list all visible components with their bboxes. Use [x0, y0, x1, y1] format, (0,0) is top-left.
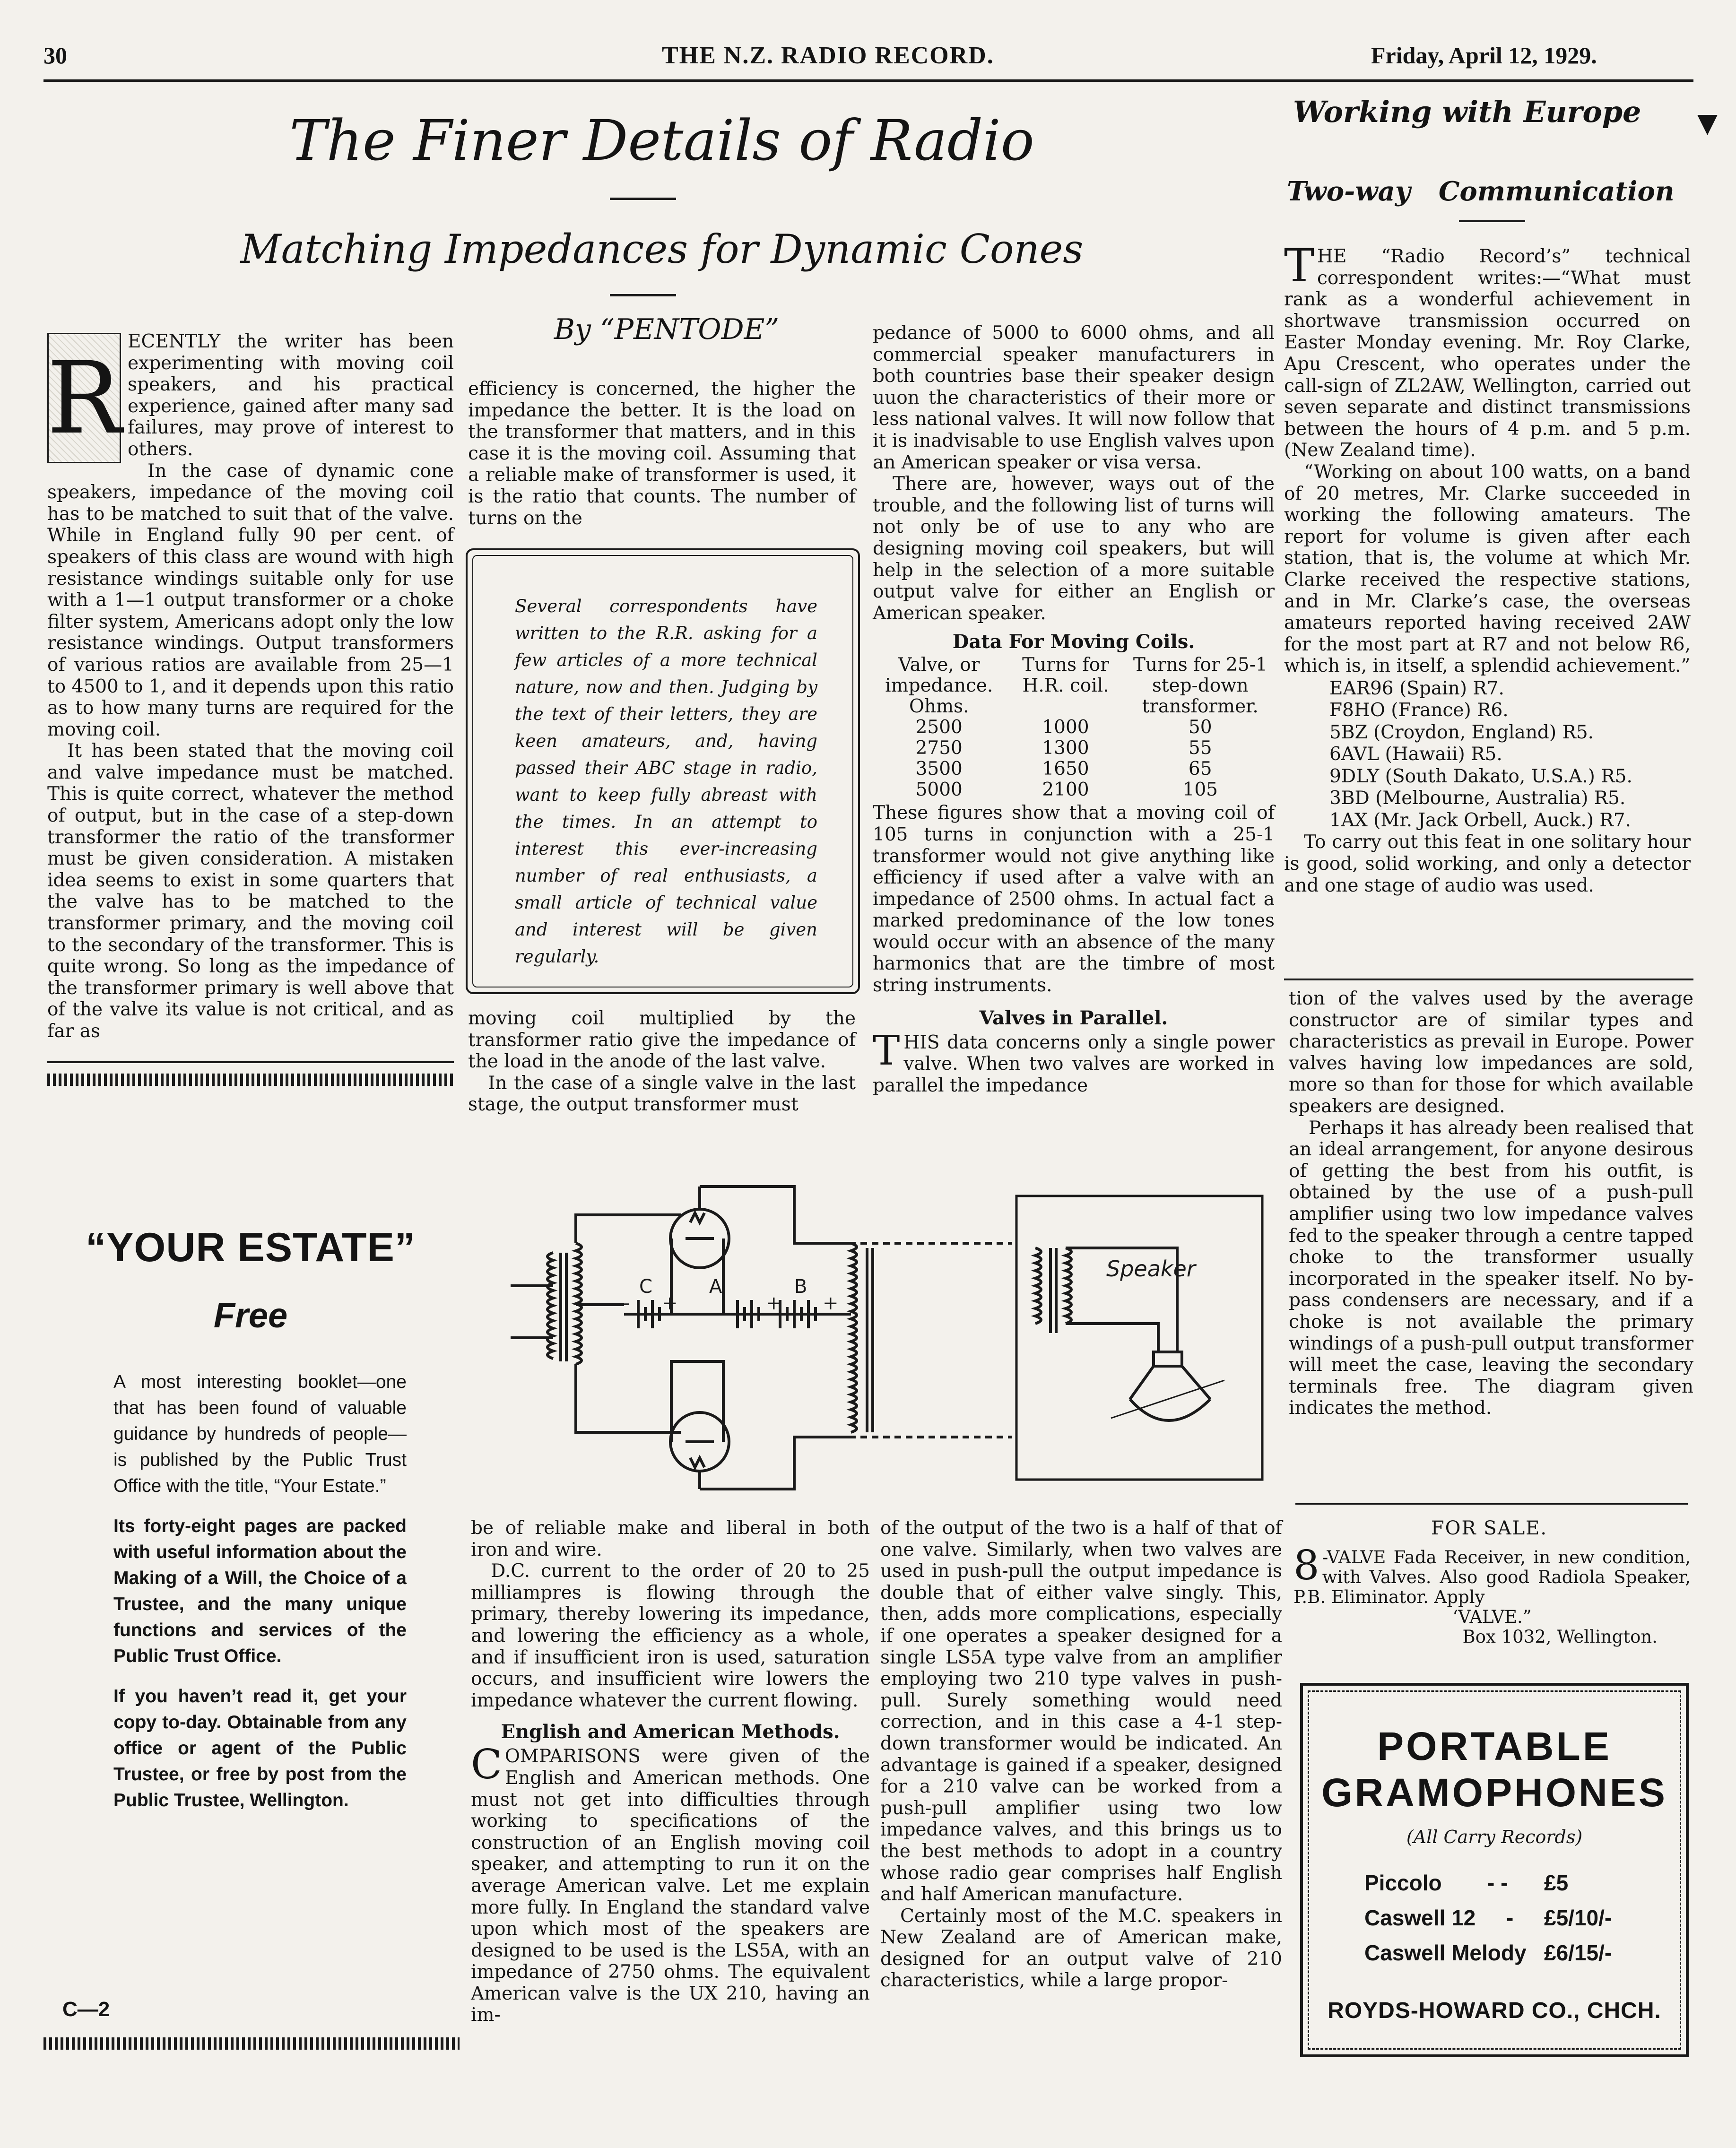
divider: [47, 1061, 454, 1063]
paragraph: A most interesting booklet—one that has been found of valuable guidance by hundreds of people—is published by the Public Trust Office with the title, “Your Estate.”: [113, 1372, 407, 1496]
list-item: Caswell 12 - £5/10/-: [1364, 1905, 1612, 1930]
lower-column-3: [880, 1517, 1282, 1992]
sidebar-body: [1284, 239, 1691, 896]
paragraph: In the case of dynamic cone speakers, impedance of the moving coil has to be matched to suit that of the valve. While in England fully 90 per cent. of speakers of this class are wound with high resistance windings suitable only for use with a 1—1 output transformer or a choke filter system, Americans adopt only the low resistance windings. Output transformers of various ratios are available from 25—1 to 4500 to 1, and it depends upon this ratio as to how many turns are required for the moving coil.: [47, 460, 454, 740]
paragraph: “Working on about 100 watts, on a band of 20 metres, Mr. Clarke succeeded in working the following amateurs. The report for volume is given after each station, that is, the volume at which Mr. Clarke received the respective stations, and in Mr. Clarke’s case, the overseas amateurs reported having received 2AW for the most part at R7 and not below R6, which is, in itself, a splendid achievement.”: [1284, 461, 1691, 677]
for-sale-name: ‘VALVE.”: [1452, 1607, 1532, 1627]
table-header: Turns for H.R. coil.: [1022, 654, 1109, 697]
list-item: 5BZ (Croydon, England) R5.: [1329, 721, 1594, 743]
gramophone-price-list: [1364, 1865, 1629, 1970]
paragraph: It has been stated that the moving coil and valve impedance must be matched. This is quite correct, whatever the method of output, but in the case of a step-down transformer the ratio of the transformer must be given consideration. A mistaken idea seems to exist in some quarters that the valve has to be matched to the transformer primary, and the moving coil to the secondary of the transformer. This is quite wrong. So long as the impedance of the transformer primary is well above that of the valve its value is not critical, and as far as: [47, 740, 454, 1042]
paragraph: HE “Radio Record’s” technical correspondent writes:—“What must rank as a wonderful achievement in shortwave transmission occurred on Easter Monday evening. Mr. Roy Clarke, Apu Crescent, who operates under the call-sign of ZL2AW, Wellington, carried out seven separate and distinct transmissions between the hours of 4 p.m. and 5 p.m. (New Zealand time).: [1284, 246, 1691, 461]
table-header: Turns for 25-1 step-down transformer.: [1133, 654, 1267, 718]
article-title: The Finer Details of Radio: [289, 108, 1034, 173]
page-number: 30: [43, 42, 67, 69]
list-item: EAR96 (Spain) R7.: [1329, 677, 1504, 699]
station-list: [1329, 678, 1691, 832]
paragraph: efficiency is concerned, the higher the impedance the better. It is the load on the transformer that matters, and in this case it is the moving coil. Assuming that a reliable make of transformer is used, it is the ratio that counts. The number of turns on the: [468, 378, 856, 529]
title-rule: [610, 198, 676, 200]
sidebar-rule: [1459, 220, 1525, 222]
plus-sign: +: [662, 1292, 678, 1314]
paragraph: HIS data concerns only a single power valve. When two valves are worked in parallel the impedance: [873, 1031, 1275, 1096]
for-sale-box: Box 1032, Wellington.: [1462, 1627, 1658, 1647]
gramophone-note: (All Carry Records): [1406, 1827, 1583, 1847]
sidebar-subtitle: Two-way Communication: [1287, 176, 1675, 207]
paragraph: D.C. current to the order of 20 to 25 milliampres is flowing through the primary, thereby lowering its impedance, and lowering the efficiency as a whole, and if insufficient iron is used, saturation occurs, and insufficient wire lowers the impedance whatever the current flowing.: [471, 1560, 870, 1711]
table-row: 2500 1000 50: [915, 717, 1212, 738]
section-heading-parallel: Valves in Parallel.: [979, 1006, 1168, 1029]
arrow-icon: ▼: [1697, 108, 1718, 139]
estate-ad-subtitle: Free: [213, 1296, 288, 1335]
paragraph: In the case of a single valve in the last stage, the output transformer must: [468, 1072, 856, 1116]
section-heading-methods: English and American Methods.: [501, 1721, 840, 1743]
article-column-1: [47, 331, 454, 1086]
estate-ad-title: “YOUR ESTATE”: [86, 1225, 416, 1270]
article-subtitle: Matching Impedances for Dynamic Cones: [240, 226, 1084, 272]
paragraph: be of reliable make and liberal in both iron and wire.: [471, 1517, 870, 1560]
push-pull-circuit-diagram: [501, 1177, 1286, 1498]
paragraph: of the output of the two is a half of that of one valve. Similarly, when two valves are used in push-pull the output impedance is double that of either valve singly. This, then, adds more complications, especially if one operates a speaker designed for a single LS5A type valve from an amplifier employing two 210 type valves in push-pull. Surely something would need correction, and in this case a 4-1 step-down transformer would be indicated. An advantage is gained if a speaker, designed for a 210 valve can be worked from a push-pull amplifier using two low impedance valves, and this brings us to the best methods to adopt in a country whose radio gear comprises half English and half American manufacture.: [880, 1517, 1282, 1905]
table-heading: Data For Moving Coils.: [952, 631, 1195, 653]
list-item: 1AX (Mr. Jack Orbell, Auck.) R7.: [1329, 809, 1631, 831]
speaker-label: Speaker: [1106, 1256, 1196, 1282]
drop-cap-c: C: [471, 1741, 502, 1789]
masthead: THE N.Z. RADIO RECORD.: [662, 42, 994, 69]
subtitle-rule: [610, 294, 676, 296]
paragraph: To carry out this feat in one solitary hour is good, solid working, and only a detector and one stage of audio was used.: [1284, 831, 1691, 896]
ad-code: C—2: [62, 1998, 110, 2021]
gramophone-ad: [1300, 1683, 1689, 2057]
paragraph: OMPARISONS were given of the English and American methods. One must not get into difficulties through working to specifications of the construction of an English moving coil speaker, and attempting to run it on the average American valve. Let me explain more fully. In England the standard valve upon which most of the speakers are designed to be used is the LS5A, with an impedance of 2750 ohms. The equivalent American valve is the UX 210, having an im-: [471, 1746, 870, 2026]
gramophone-company: ROYDS-HOWARD CO., CHCH.: [1328, 1998, 1661, 2023]
issue-date: Friday, April 12, 1929.: [1371, 42, 1597, 69]
article-column-3: [873, 322, 1275, 1096]
byline: By “PENTODE”: [554, 313, 780, 346]
paragraph: moving coil multiplied by the transformer ratio give the impedance of the load in the anode of the last valve.: [468, 1008, 856, 1073]
sidebar-title: Working with Europe: [1293, 95, 1641, 129]
article-column-2: [468, 378, 856, 529]
paragraph: These figures show that a moving coil of 105 turns in conjunction with a 25-1 transformer would not give anything like efficiency if used after a valve with an impedance of 2500 ohms. In actual fact a marked predominance of the low tones would occur with an absence of the many harmonics that are the timbre of most string instruments.: [873, 802, 1275, 996]
paragraph: Perhaps it has already been realised that an ideal arrangement, for anyone desirous of getting the best from his outfit, is obtained by the use of a push-pull amplifier using two low impedance valves fed to the speaker through a centre tapped choke to the transformer usually incorporated in the speaker itself. No by-pass condensers are necessary, and if a choke is not available the primary windings of a push-pull output transformer will meet the case, leaving the secondary terminals free. The diagram given indicates the method.: [1289, 1117, 1693, 1419]
table-row: 2750 1300 55: [915, 737, 1212, 759]
for-sale-heading: FOR SALE.: [1431, 1517, 1548, 1539]
decorative-hatch: [43, 2037, 460, 2050]
table-row: 3500 1650 65: [915, 758, 1212, 780]
moving-coil-data-table: [873, 655, 1275, 800]
list-item: 3BD (Melbourne, Australia) R5.: [1329, 788, 1626, 809]
paragraph: tion of the valves used by the average constructor are of similar types and characteristics as prevail in Europe. Power valves having low impedances are sold, more so than for those for which available speakers are designed.: [1289, 988, 1693, 1117]
paragraph: pedance of 5000 to 6000 ohms, and all commercial speaker manufacturers in both countries base their speaker design uuon the characteristics of their more or less national valves. It will now follow that it is inadvisable to use English valves upon an American speaker or visa versa.: [873, 322, 1275, 473]
paragraph: If you haven’t read it, get your copy to-day. Obtainable from any office or agent of the Public Trustee, or free by post from the Public Trustee, Wellington.: [113, 1686, 407, 1810]
continuation-column: [1289, 988, 1693, 1419]
decorative-hatch: [47, 1074, 454, 1086]
estate-ad-body: [113, 1369, 407, 1813]
minus-sign: -: [623, 1292, 630, 1314]
editor-note-box: [466, 548, 860, 994]
plus-sign: +: [766, 1292, 782, 1314]
intro-paragraph: ECENTLY the writer has been experimenting with moving coil speakers, and his practical experience, gained after many sad failures, may prove of interest to others.: [128, 331, 454, 460]
paragraph: There are, however, ways out of the trouble, and the following list of turns will not only be of use to any who are designing moving coil speakers, but will help in the selection of a more suitable output valve for either an English or American speaker.: [873, 473, 1275, 624]
list-item: Piccolo - - £5: [1364, 1871, 1569, 1895]
drop-cap-t: T: [873, 1027, 900, 1074]
for-sale-body: [1293, 1542, 1691, 1647]
for-sale-text: -VALVE Fada Receiver, in new condition, with Valves. Also good Radiola Speaker, P.B. Eliminator. Apply: [1293, 1547, 1691, 1607]
editor-note: Several correspondents have written to the R.R. asking for a few articles of a more technical nature, now and then. Judging by the text of their letters, they are keen amateurs, and, having passed their ABC stage in radio, want to keep fully abreast with the times. In an attempt to interest this ever-increasing number of real enthusiasts, a small article of technical value and interest will be given regularly.: [515, 596, 817, 967]
list-item: 9DLY (South Dakato, U.S.A.) R5.: [1329, 765, 1632, 787]
header-rule: [43, 79, 1693, 82]
paragraph: Certainly most of the M.C. speakers in New Zealand are of American make, designed for an output valve of 210 characteristics, while a large propor-: [880, 1905, 1282, 1992]
gramophone-title-1: PORTABLE: [1377, 1724, 1612, 1768]
lower-column-2: [471, 1517, 870, 2026]
battery-label-a: A: [709, 1276, 722, 1298]
sidebar-bottom-rule: [1284, 979, 1693, 980]
divider: [1295, 1503, 1688, 1505]
article-column-2b: [468, 1008, 856, 1116]
drop-cap-r: R: [47, 333, 121, 463]
battery-label-c: C: [639, 1276, 652, 1298]
battery-label-b: B: [794, 1276, 807, 1298]
list-item: 6AVL (Hawaii) R5.: [1329, 744, 1502, 765]
drop-cap-t: T: [1284, 239, 1315, 292]
list-item: Caswell Melody £6/15/-: [1364, 1940, 1612, 1965]
paragraph: Its forty-eight pages are packed with useful information about the Making of a Will, the Choice of a Trustee, and the many unique functions and services of the Public Trust Office.: [113, 1516, 407, 1666]
list-item: F8HO (France) R6.: [1329, 700, 1509, 721]
gramophone-title-2: GRAMOPHONES: [1321, 1770, 1667, 1815]
drop-cap-8: 8: [1293, 1542, 1319, 1589]
table-row: 5000 2100 105: [915, 779, 1218, 801]
plus-sign: +: [823, 1292, 839, 1314]
table-header: Valve, or impedance. Ohms.: [885, 654, 993, 718]
